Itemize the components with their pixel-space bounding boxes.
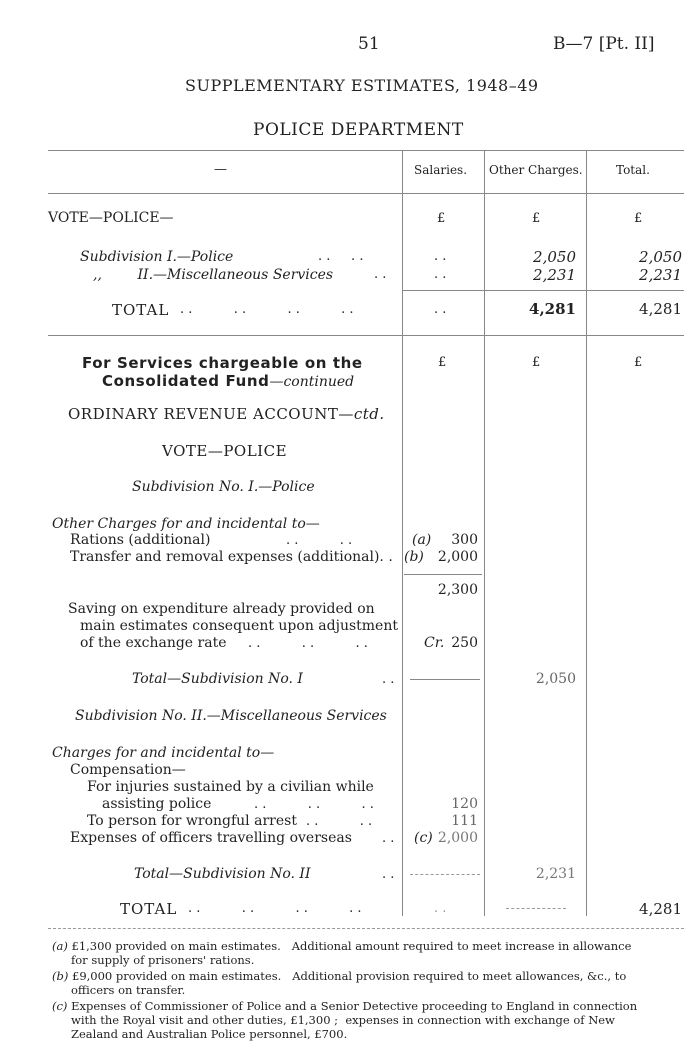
subdivision-2-title: Subdivision No. II.—Miscellaneous Services [75, 708, 387, 724]
summary-row-2-leaders: . . [374, 267, 387, 282]
saving-value: 250 [451, 635, 478, 651]
saving-line-1: Saving on expenditure already provided on [68, 601, 375, 617]
total-subdivision-1-rule [410, 679, 480, 680]
detail-heading-line-2 [102, 372, 354, 390]
expenses-overseas-value: 2,000 [437, 830, 478, 846]
saving-line-2: main estimates consequent upon adjustment [80, 618, 398, 634]
total-subdivision-2-value: 2,231 [535, 866, 576, 882]
summary-row-1-total: 2,050 [639, 248, 682, 266]
summary-row-2-salaries: . . [434, 267, 447, 282]
subdivision-1-subtotal-rule [404, 574, 482, 575]
compensation-label: Compensation— [70, 762, 186, 778]
column-header-salaries: Salaries. [414, 163, 468, 177]
detail-heading-line-1: For Services chargeable on the [82, 354, 363, 372]
footnote-c-line-2: with the Royal visit and other duties, £1,300 ; expenses in connection with exchange of New [71, 1013, 615, 1027]
injuries-value: 120 [451, 796, 478, 812]
detail-heading-fund: Consolidated Fund [102, 372, 270, 390]
expenses-overseas-note: (c) [414, 830, 433, 846]
total-subdivision-2-label: Total—Subdivision No. II [134, 866, 311, 882]
footnote-a-line-2: for supply of prisoners' rations. [71, 953, 255, 967]
grand-total-leaders: . . . . . . . . [188, 901, 362, 916]
column-header-other-charges: Other Charges. [489, 163, 583, 177]
footnote-c-line-3: Zealand and Australian Police personnel, £700. [71, 1027, 348, 1041]
account-heading [68, 405, 385, 423]
summary-total-total: 4,281 [639, 300, 682, 318]
detail-currency-salaries: £ [438, 355, 447, 370]
summary-row-1-leaders: . . . . [318, 249, 364, 264]
summary-row-2-label: ,, II.—Miscellaneous Services [93, 267, 334, 283]
rations-label: Rations (additional) [70, 532, 211, 548]
grand-total-salaries-dots: . . [434, 901, 447, 916]
transfer-value: 2,000 [437, 549, 478, 565]
footnote-c [52, 999, 637, 1041]
column-header-total: Total. [616, 163, 650, 177]
footnote-rule [48, 928, 684, 929]
subdivision-1-subtotal: 2,300 [437, 582, 478, 598]
detail-currency-other: £ [532, 355, 541, 370]
expenses-overseas-leaders: . . [382, 831, 395, 846]
summary-currency-other: £ [532, 211, 541, 226]
footnote-c-mark: (c) [52, 999, 68, 1013]
department-title: POLICE DEPARTMENT [253, 120, 464, 140]
summary-row-1-other: 2,050 [533, 248, 576, 266]
other-charges-heading: Other Charges for and incidental to— [52, 516, 320, 532]
column-divider-1 [402, 150, 403, 916]
wrongful-arrest-leaders: . . . . [306, 814, 373, 829]
summary-row-1-salaries: . . [434, 249, 447, 264]
page-reference: B—7 [Pt. II] [553, 34, 655, 54]
summary-currency-total: £ [634, 211, 643, 226]
summary-row-1-label: Subdivision I.—Police [80, 249, 234, 265]
summary-row-2-total: 2,231 [639, 266, 682, 284]
detail-currency-total: £ [634, 355, 643, 370]
page-number: 51 [358, 34, 380, 54]
total-subdivision-2-leaders: . . [382, 867, 395, 882]
total-subdivision-2-rule [410, 874, 480, 875]
footnote-c-line-1: Expenses of Commissioner of Police and a Senior Detective proceeding to England in connection [71, 999, 638, 1013]
saving-line-3: of the exchange rate [80, 635, 227, 651]
header-bottom-rule [48, 193, 684, 194]
summary-vote-heading: VOTE—POLICE— [48, 210, 174, 226]
column-divider-2 [484, 150, 485, 916]
expenses-overseas-label: Expenses of officers travelling overseas [70, 830, 352, 846]
injuries-leaders: . . . . . . [254, 797, 374, 812]
total-subdivision-1-leaders: . . [382, 672, 395, 687]
footnote-b [52, 969, 626, 997]
detail-vote-heading: VOTE—POLICE [162, 442, 288, 460]
grand-total-other-rule [506, 908, 566, 909]
footnote-a-line-1: £1,300 provided on main estimates. Additional amount required to meet increase in allowance [71, 939, 632, 953]
footnote-b-line-1: £9,000 provided on main estimates. Additional provision required to meet allowances, &c., to [72, 969, 627, 983]
summary-row-2-other: 2,231 [533, 266, 576, 284]
grand-total-label: TOTAL [120, 900, 178, 918]
summary-total-label: TOTAL [112, 301, 170, 319]
total-subdivision-1-label: Total—Subdivision No. I [132, 671, 303, 687]
saving-leaders: . . . . . . [248, 636, 368, 651]
detail-heading-continued: —continued [269, 374, 355, 390]
summary-bottom-rule [48, 335, 684, 336]
summary-total-salaries: . . [434, 302, 447, 317]
footnote-b-line-2: officers on transfer. [71, 983, 186, 997]
transfer-note: (b) [404, 549, 424, 565]
footnote-a [52, 939, 631, 967]
rations-note: (a) [412, 532, 432, 548]
wrongful-arrest-label: To person for wrongful arrest [87, 813, 297, 829]
footnote-a-mark: (a) [52, 939, 68, 953]
saving-prefix: Cr. [424, 635, 445, 651]
transfer-label: Transfer and removal expenses (additional). . [70, 549, 393, 565]
summary-total-leaders: . . . . . . . . [180, 302, 354, 317]
column-divider-3 [586, 150, 587, 916]
footnote-b-mark: (b) [52, 969, 69, 983]
injuries-line-1: For injuries sustained by a civilian while [87, 779, 374, 795]
account-heading-text: ORDINARY REVENUE ACCOUNT— [68, 405, 354, 423]
wrongful-arrest-value: 111 [451, 813, 478, 829]
total-subdivision-1-value: 2,050 [535, 671, 576, 687]
summary-currency-salaries: £ [437, 211, 446, 226]
rations-leaders: . . . . [286, 533, 353, 548]
charges-heading: Charges for and incidental to— [52, 745, 275, 761]
summary-total-other: 4,281 [529, 300, 576, 318]
rations-value: 300 [451, 532, 478, 548]
summary-subtotal-rule [402, 290, 684, 291]
subdivision-1-title: Subdivision No. I.—Police [132, 479, 315, 495]
table-top-rule [48, 150, 684, 151]
running-title: SUPPLEMENTARY ESTIMATES, 1948–49 [185, 76, 539, 95]
account-heading-ctd: ctd. [353, 405, 385, 423]
injuries-line-2: assisting police [102, 796, 212, 812]
column-header-item: — [214, 162, 227, 177]
grand-total-value: 4,281 [639, 900, 682, 918]
